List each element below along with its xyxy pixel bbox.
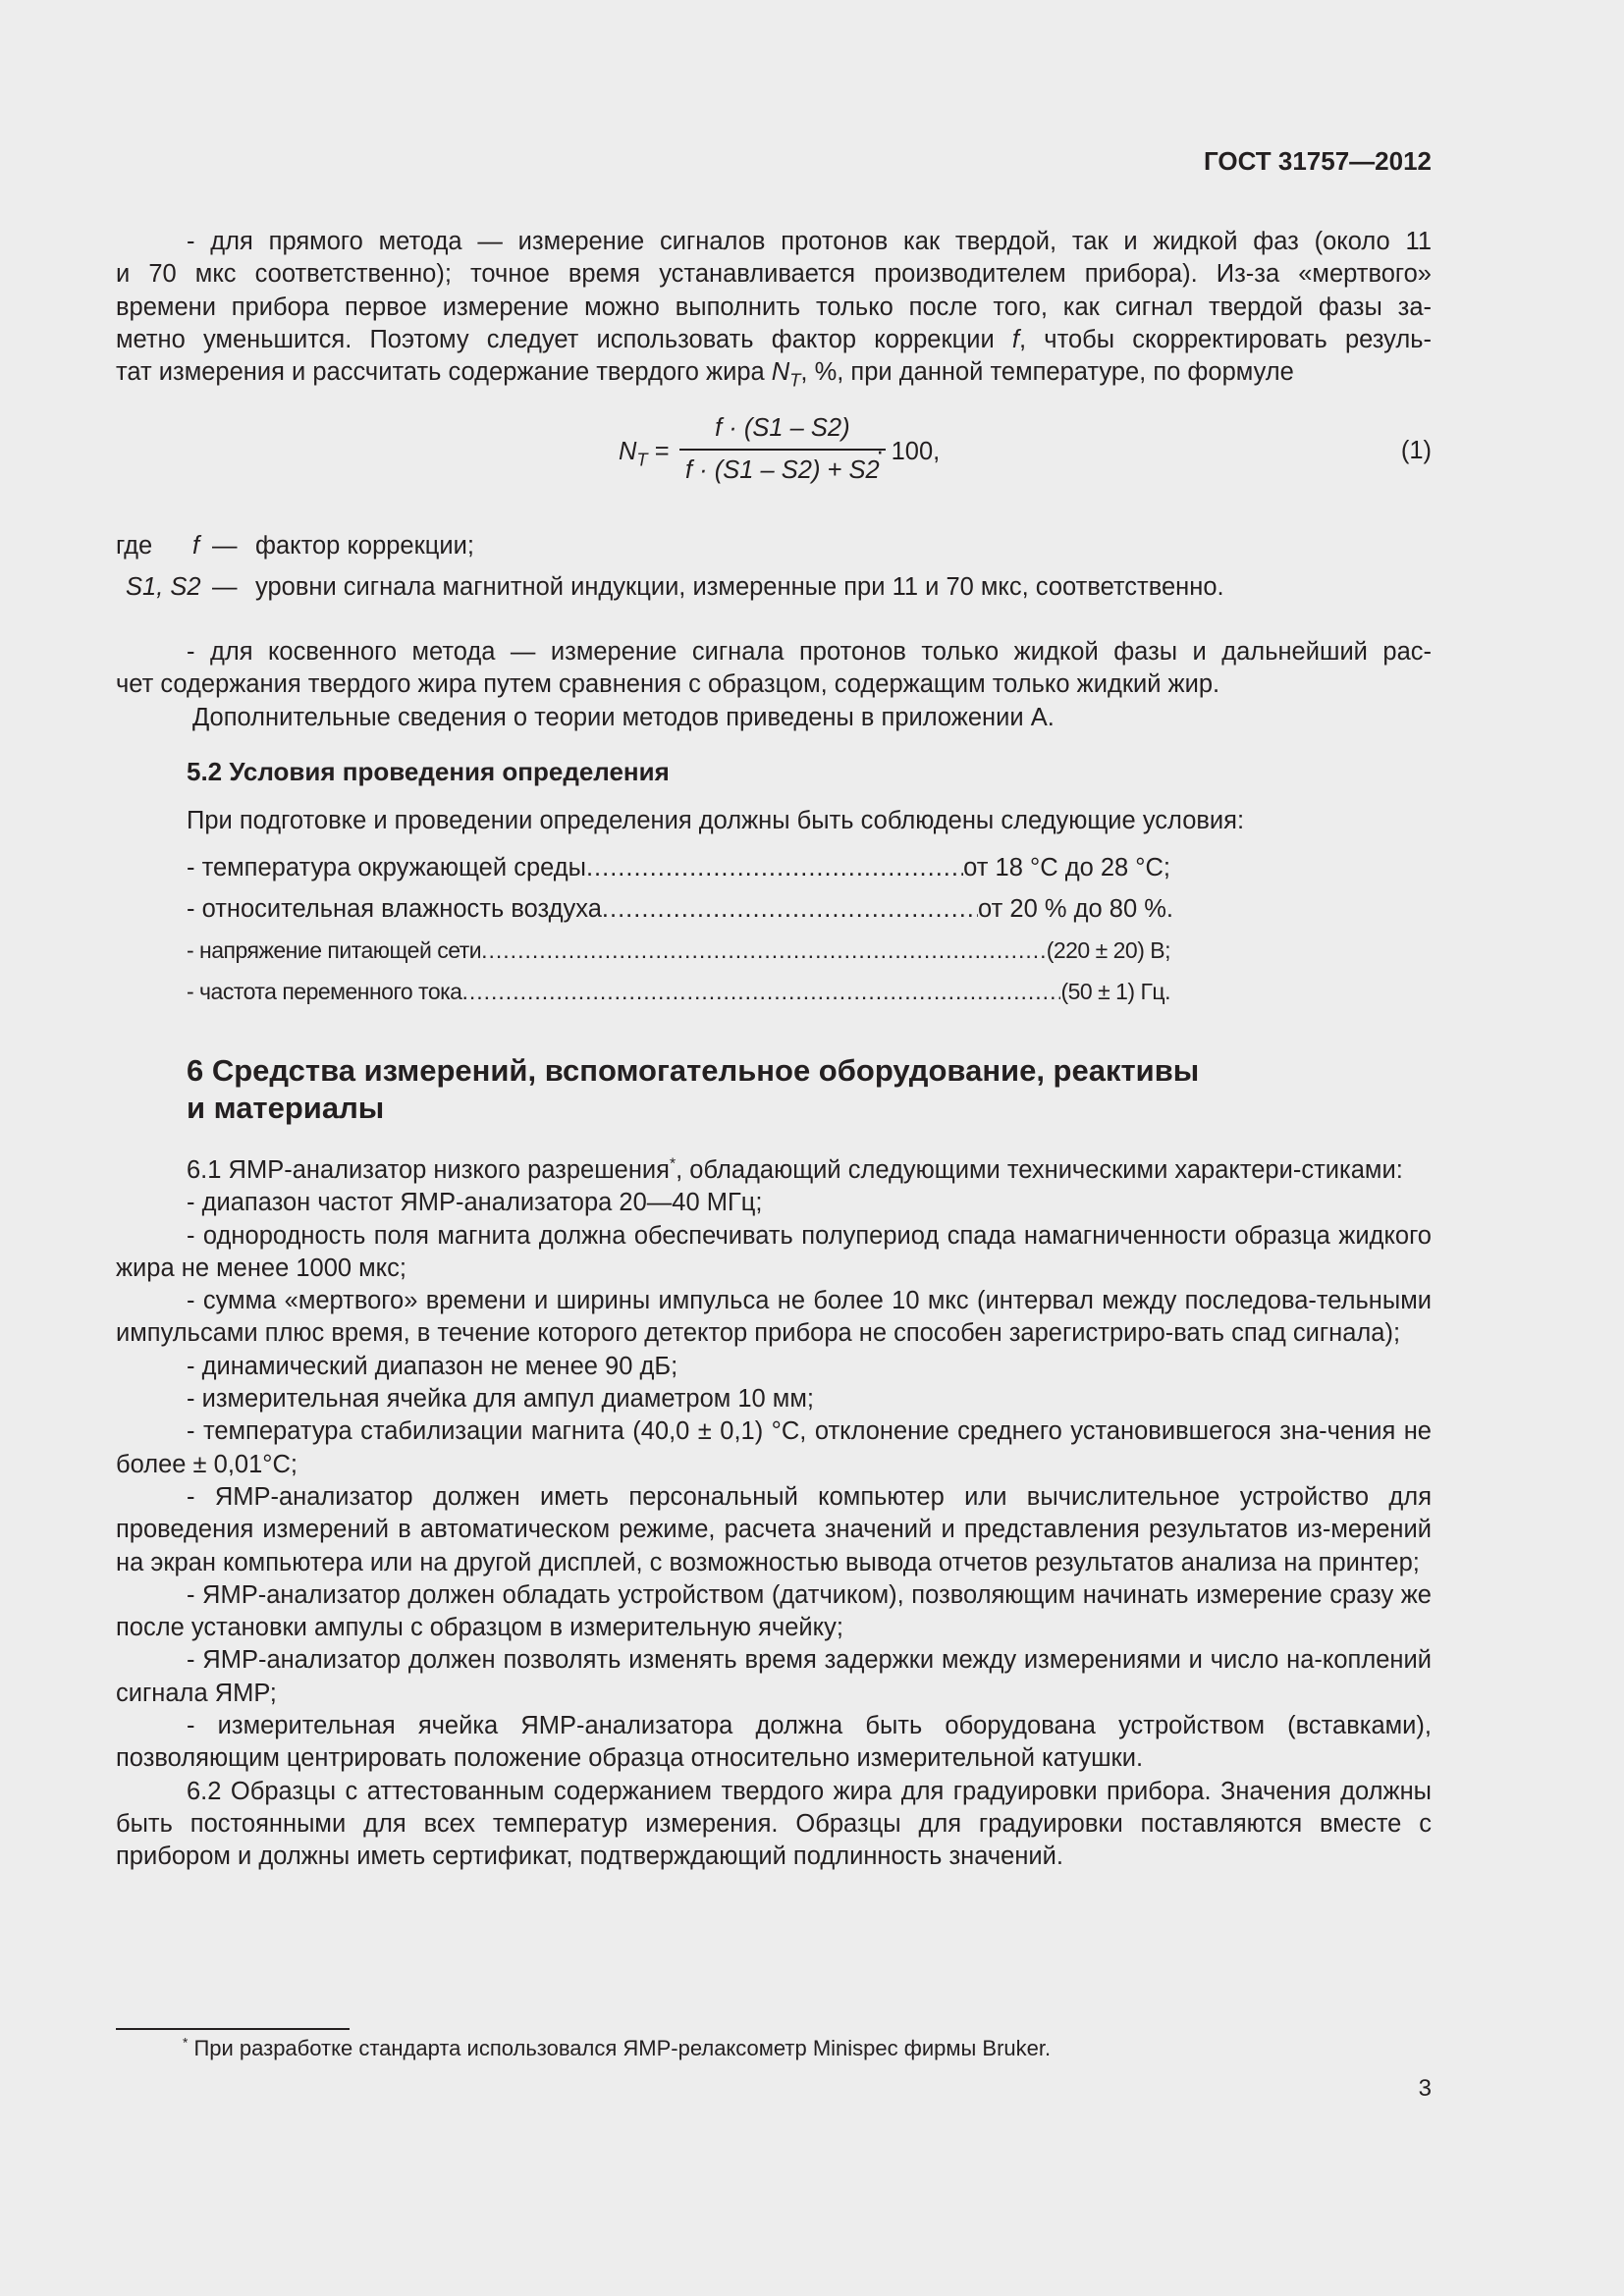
text-line: метно уменьшится. Поэтому следует использовать фактор коррекции f, чтобы скорректировать резуль- bbox=[116, 325, 1433, 353]
where-s-text: уровни сигнала магнитной индукции, измеренные при 11 и 70 мкс, соответственно. bbox=[255, 573, 1224, 601]
footnote bbox=[183, 2032, 1051, 2064]
list-item: - сумма «мертвого» времени и ширины импульса не более 10 мкс (интервал между последова-тельными импульсами плюс время, в течение которого детектор прибора не способен зарегистриро-вать спад сигнала); bbox=[116, 1287, 1432, 1348]
list-item: - измерительная ячейка для ампул диаметром 10 мм; bbox=[187, 1385, 814, 1414]
direct-method-paragraph bbox=[116, 226, 1432, 389]
paragraph-6-1: 6.1 ЯМР-анализатор низкого разрешения*, обладающий следующими техническими характери-стиками: bbox=[187, 1155, 1403, 1184]
list-item: - ЯМР-анализатор должен обладать устройством (датчиком), позволяющим начинать измерение сразу же после установки ампулы с образцом в измерительную ячейку; bbox=[116, 1580, 1432, 1642]
formula-numerator: f · (S1 – S2) bbox=[679, 412, 886, 451]
list-item: - ЯМР-анализатор должен иметь персональный компьютер или вычислительное устройство для проведения измерений в автоматическом режиме, расчета значений и представления результатов из-мерений на экран компьютера или на другой дисплей, с возможностью вывода отчетов результатов анализа на принтер; bbox=[116, 1482, 1432, 1576]
text-line: времени прибора первое измерение можно выполнить только после того, как сигнал твердой фазы за- bbox=[116, 293, 1432, 321]
where-dash: — bbox=[212, 532, 238, 560]
condition-row: - относительная влажность воздуха ..... от 20 % до 80 %. bbox=[187, 893, 1173, 926]
text-line: - для косвенного метода — измерение сигнала протонов только жидкой фазы и дальнейший рас- bbox=[187, 638, 1432, 666]
list-item: - диапазон частот ЯМР-анализатора 20—40 МГц; bbox=[187, 1189, 763, 1217]
where-row-f bbox=[116, 530, 1432, 563]
condition-row: - температура окружающей среды ..... от 18 °С до 28 °С; bbox=[187, 852, 1170, 884]
formula-fraction bbox=[679, 412, 886, 488]
footnote-rule bbox=[116, 2028, 350, 2030]
formula-lhs: $N_T$ = bbox=[619, 438, 670, 470]
where-label: где bbox=[116, 532, 153, 560]
paragraph-6-2: 6.2 Образцы с аттестованным содержанием твердого жира для градуировки прибора. Значения должны быть постоянными для всех температур измерения. Образцы для градуировки поставляются вместе с прибором и должны иметь сертификат, подтверждающий подлинность значений. bbox=[116, 1777, 1432, 1871]
text-line: и 70 мкс соответственно); точное время устанавливается производителем прибора). Из-за «мертвого» bbox=[116, 260, 1432, 289]
condition-row: - напряжение питающей сети ..... (220 ± 20) В; bbox=[187, 934, 1170, 967]
footnote-text: При разработке стандарта использовался ЯМР-релаксометр Minispec фирмы Bruker. bbox=[193, 2036, 1052, 2060]
conditions-intro: При подготовке и проведении определения должны быть соблюдены следующие условия: bbox=[187, 807, 1245, 834]
text-line: тат измерения и рассчитать содержание твердого жира $N_T$, %, при данной температуре, по формуле bbox=[116, 358, 1294, 391]
list-item: - динамический диапазон не менее 90 дБ; bbox=[187, 1352, 678, 1380]
where-f-text: фактор коррекции; bbox=[255, 532, 474, 560]
formula-number: (1) bbox=[1400, 437, 1432, 464]
where-row-s bbox=[116, 571, 1432, 605]
section-6-body bbox=[116, 1154, 1432, 1874]
where-symbol-f: f bbox=[192, 532, 200, 560]
formula-multiplier: · 100, bbox=[876, 438, 941, 465]
section-5-2-title: 5.2 Условия проведения определения bbox=[187, 757, 670, 786]
symbol-n: N bbox=[771, 358, 790, 387]
footnote-marker: * bbox=[183, 2035, 189, 2051]
where-symbols-s: S1, S2 bbox=[126, 573, 201, 601]
indirect-method-paragraph bbox=[116, 636, 1432, 734]
condition-row: - частота переменного тока ..... (50 ± 1) Гц. bbox=[187, 976, 1170, 1008]
list-item: - температура стабилизации магнита (40,0 ± 0,1) °С, отклонение среднего установившегося зна-чения не более ± 0,01°С; bbox=[116, 1417, 1432, 1478]
formula-1 bbox=[619, 412, 1011, 496]
text-line: - для прямого метода — измерение сигналов протонов как твердой, так и жидкой фаз (около 11 bbox=[187, 228, 1432, 255]
list-item: - однородность поля магнита должна обеспечивать полупериод спада намагниченности образца жидкого жира не менее 1000 мкс; bbox=[116, 1221, 1432, 1282]
symbol-f: f bbox=[1011, 325, 1020, 353]
section-6-title: 6 Средства измерений, вспомогательное оборудование, реактивы и материалы bbox=[187, 1053, 1200, 1125]
text-line: чет содержания твердого жира путем сравнения с образцом, содержащим только жидкий жир. bbox=[116, 670, 1220, 699]
document-standard-number: ГОСТ 31757—2012 bbox=[1204, 146, 1432, 176]
where-dash: — bbox=[212, 573, 238, 601]
formula-denominator: f · (S1 – S2) + S2 bbox=[685, 456, 880, 485]
list-item: - измерительная ячейка ЯМР-анализатора должна быть оборудована устройством (вставками), позволяющим центрировать положение образца относительно измерительной катушки. bbox=[116, 1712, 1432, 1773]
list-item: - ЯМР-анализатор должен позволять изменять время задержки между измерениями и число на-коплений сигнала ЯМР; bbox=[116, 1646, 1432, 1707]
page-number: 3 bbox=[1418, 2075, 1432, 2102]
text-line: Дополнительные сведения о теории методов приведены в приложении А. bbox=[192, 703, 1055, 731]
